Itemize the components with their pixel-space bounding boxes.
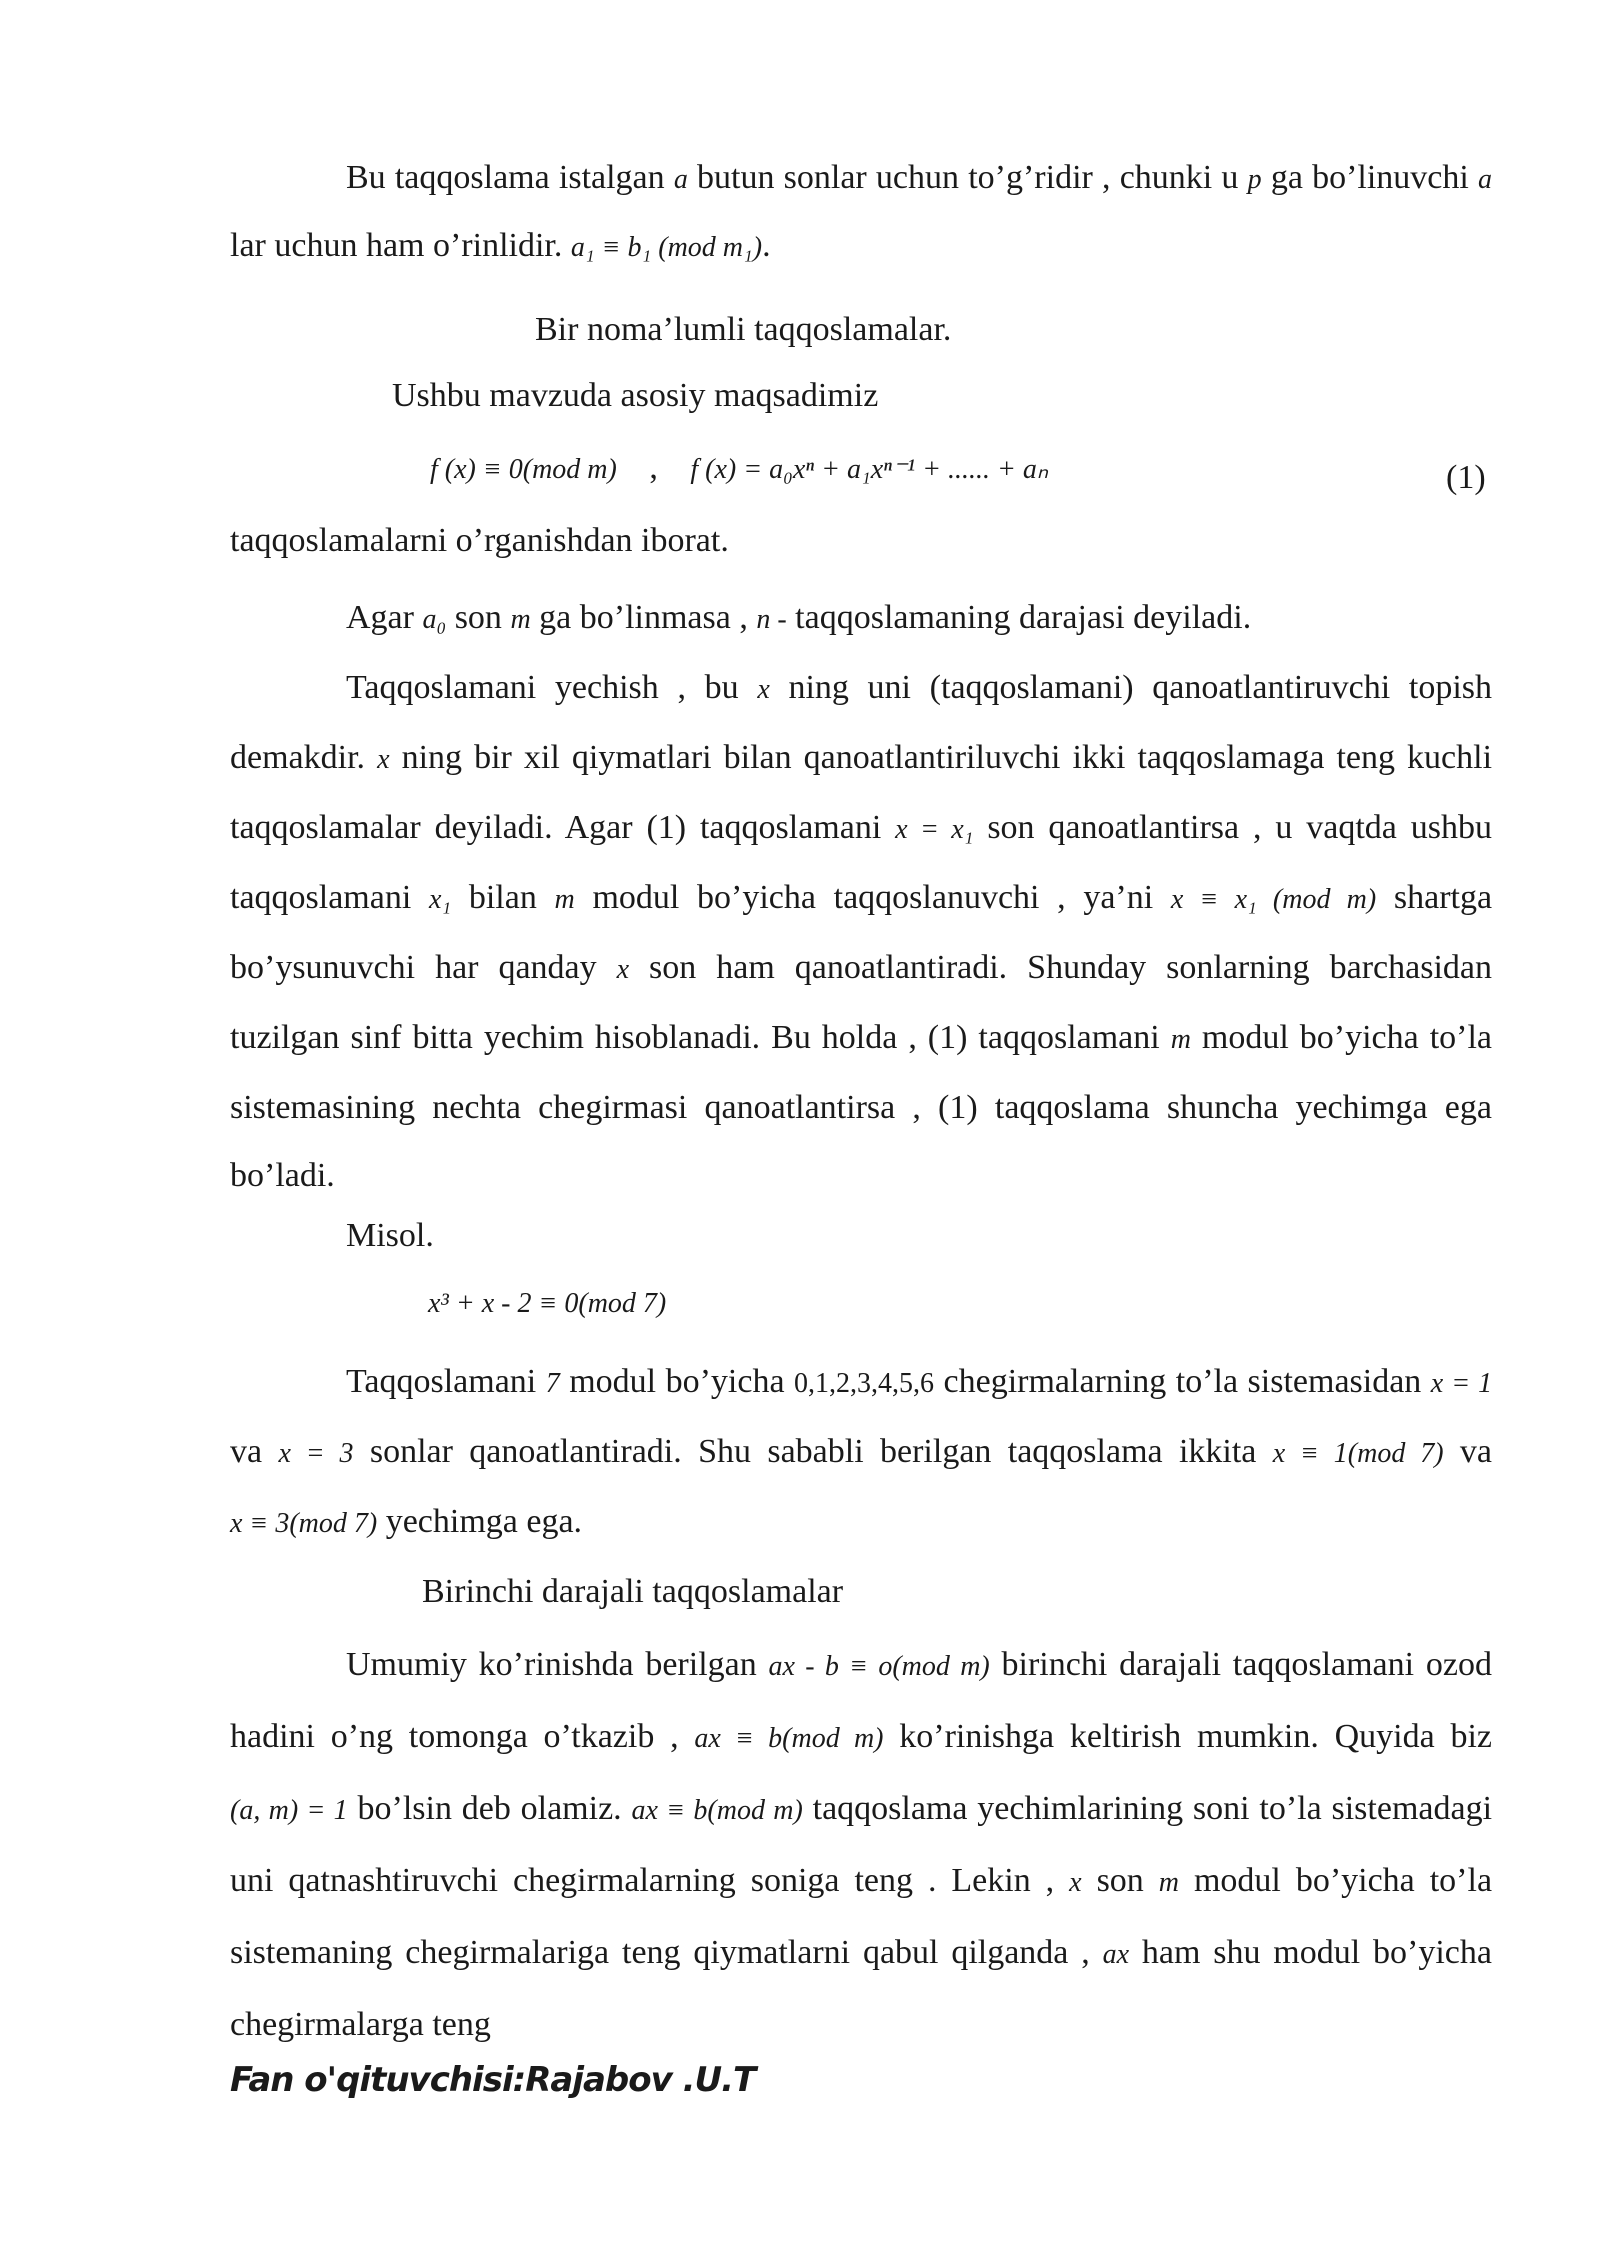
text: ko’rinishga keltirish mumkin. Quyida biz (899, 1718, 1493, 1755)
equation-2-text: x³ + x - 2 ≡ 0(mod 7) (428, 1288, 667, 1319)
text: son (454, 599, 502, 636)
math-a: a (673, 164, 688, 195)
text: taqqoslama yechimlarining soni to’la sistemadagi uni qatnashtiruvchi chegirmalarning soniga teng . Lekin , (230, 1790, 1493, 1899)
text: va (1459, 1433, 1492, 1470)
math-linear-congruence: ax - b ≡ o(mod m) (768, 1651, 990, 1682)
equation-left: f (x) ≡ 0(mod m) (430, 454, 617, 485)
math-m: m (554, 884, 575, 915)
footer-author: Fan o'qituvchisi:Rajabov .U.T (230, 2060, 756, 2100)
math-ax-eq-b: ax ≡ b(mod m) (694, 1723, 884, 1754)
equation-1 (430, 446, 1048, 492)
text: bo’lsin deb olamiz. (357, 1790, 622, 1827)
text: son (1096, 1862, 1144, 1899)
text: modul bo’yicha taqqoslanuvchi , ya’ni (592, 879, 1154, 916)
text: ham shu modul bo’yicha chegirmalarga teng (230, 1934, 1492, 2043)
text: taqqoslamaning darajasi deyiladi. (795, 599, 1252, 636)
math-x-eq-3: x = 3 (278, 1438, 354, 1469)
math-gcd: (a, m) = 1 (230, 1795, 348, 1826)
text: ning uni (taqqoslamani) qanoatlantiruvchi topish demakdir. (230, 669, 1493, 776)
text: birinchi darajali taqqoslamani ozod hadini o’ng tomonga o’tkazib , (230, 1646, 1492, 1755)
text: shartga bo’ysunuvchi har qanday (230, 879, 1493, 986)
math-congruence: a₁ ≡ b₁ (mod m₁) (570, 232, 763, 263)
equation-2 (428, 1280, 666, 1326)
math-congruence: x ≡ x₁ (mod m) (1170, 884, 1377, 915)
text: son qanoatlantirsa , u vaqtda ushbu taqqoslamani (230, 809, 1493, 916)
paragraph-4 (230, 1348, 1492, 1558)
equation-comma: , (649, 449, 658, 486)
paragraph-2 (346, 596, 1251, 642)
math-x1: x₁ (428, 884, 452, 915)
text: bilan (468, 879, 537, 916)
math-p: p (1247, 164, 1262, 195)
math-solution-2: x ≡ 3(mod 7) (230, 1508, 378, 1539)
math-x: x (377, 744, 390, 775)
text: yechimga ega. (385, 1503, 583, 1540)
text: ga bo’linuvchi (1270, 159, 1469, 196)
text: va (230, 1433, 263, 1470)
text: . (762, 227, 771, 264)
text: lar uchun ham o’rinlidir. (230, 227, 563, 264)
math-7: 7 (545, 1368, 560, 1399)
math-x: x (1069, 1867, 1082, 1898)
paragraph-1 (230, 145, 1492, 281)
text: Taqqoslamani yechish , bu (346, 669, 739, 706)
text: Agar (346, 599, 414, 636)
equation-number: (1) (1446, 459, 1486, 496)
text: Bu taqqoslama istalgan (346, 159, 665, 196)
text: modul bo’yicha to’la sistemaning chegirmalariga teng qiymatlarni qabul qilganda , (230, 1862, 1493, 1971)
after-equation-text: taqqoslamalarni o’rganishdan iborat. (230, 522, 729, 559)
math-x: x (616, 954, 630, 985)
equation-right: f (x) = a₀xⁿ + a₁xⁿ⁻¹ + ...... + aₙ (690, 454, 1049, 485)
text: modul bo’yicha (569, 1363, 785, 1400)
math-m: m (1158, 1867, 1179, 1898)
text: sonlar qanoatlantiradi. Shu sababli berilgan taqqoslama ikkita (369, 1433, 1257, 1470)
text: Taqqoslamani (346, 1363, 537, 1400)
math-x: x (757, 674, 770, 705)
math-residues: 0,1,2,3,4,5,6 (794, 1368, 935, 1399)
text: butun sonlar uchun to’g’ridir , chunki u (697, 159, 1239, 196)
math-solution-1: x ≡ 1(mod 7) (1272, 1438, 1444, 1469)
section-heading-2: Birinchi darajali taqqoslamalar (422, 1573, 844, 1610)
math-a0: a₀ (422, 604, 447, 635)
math-m: m (510, 604, 531, 635)
text: modul bo’yicha to’la sistemasining nechta chegirmasi qanoatlantirsa , (1) taqqoslama shuncha yechimga ega bo’ladi. (230, 1019, 1493, 1194)
text: son ham qanoatlantiradi. Shunday sonlarning barchasidan tuzilgan sinf bitta yechim hisoblanadi. Bu holda , (1) taqqoslamani (230, 949, 1493, 1056)
math-n: n - (756, 604, 787, 635)
math-a: a (1478, 164, 1493, 195)
text: Umumiy ko’rinishda berilgan (346, 1646, 757, 1683)
text: ning bir xil qiymatlari bilan qanoatlantiriluvchi ikki taqqoslamaga teng kuchli taqqoslamalar deyiladi. Agar (1) taqqoslamani (230, 739, 1493, 846)
paragraph-5 (230, 1630, 1492, 2060)
math-x-eq-1: x = 1 (1430, 1368, 1493, 1399)
math-ax-eq-b: ax ≡ b(mod m) (631, 1795, 803, 1826)
paragraph-3 (230, 654, 1492, 1210)
text: ga bo’linmasa , (539, 599, 748, 636)
math-m: m (1170, 1024, 1191, 1055)
math-ax: ax (1102, 1939, 1130, 1970)
intro-text: Ushbu mavzuda asosiy maqsadimiz (392, 377, 879, 414)
math-x-eq-x1: x = x₁ (895, 814, 974, 845)
section-heading-1: Bir noma’lumli taqqoslamalar. (535, 311, 952, 348)
example-label: Misol. (346, 1217, 434, 1254)
text: chegirmalarning to’la sistemasidan (943, 1363, 1422, 1400)
